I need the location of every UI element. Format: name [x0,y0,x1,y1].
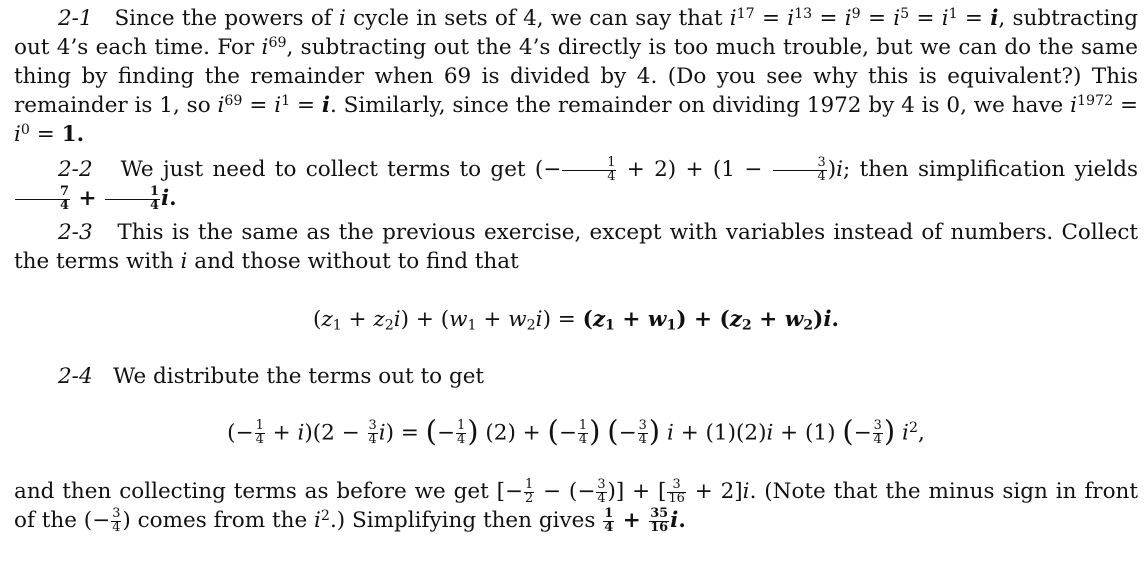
equation-sum: $(z_1 + z_2i) + (w_1 + w_2i) = (z_1 + w_1) + (z_2 + w_2)i$. [312,307,840,334]
answer-i: i [321,93,330,118]
answer-i: i [670,508,679,534]
var-i: i [787,6,795,31]
exponent: 17 [736,5,755,22]
text: . (Note that the minus sign in front of the (− [14,479,1138,534]
text: This is the same as the previous exercise, except with variables instead of numbers. Collect the terms with [14,220,1139,274]
solution-2-4 [14,362,1138,391]
equals: = [957,6,991,31]
text: + 2] [686,479,743,505]
text: )] + [ [607,479,667,505]
text: and those without to find that [187,249,519,274]
period: . [169,186,177,211]
text: .) Simplifying then gives [329,508,603,534]
text: ) comes from the [122,508,315,534]
answer-i: i [160,186,170,211]
equals: = [812,6,845,31]
solution-2-1 [14,4,1138,149]
exponent: 5 [900,5,910,22]
var-i: i [941,6,949,31]
exponent: 9 [851,5,861,22]
equals: = [242,93,275,118]
answer-1: 1 [61,122,77,147]
exponent: 0 [20,121,30,138]
var-i: i [1070,93,1078,118]
text: ) [827,157,837,182]
text: ; then simplification yields [843,157,1139,182]
exercise-number: 2-1 [58,6,93,31]
var-i: i [844,6,852,31]
var-i: i [729,6,737,31]
text: − (− [535,479,596,505]
plus: + [70,186,104,211]
var-i: i [261,35,269,60]
equals: = [754,6,788,31]
var-i: i [893,6,901,31]
var-i: i [338,6,346,31]
exponent: 1 [948,5,958,22]
fraction: $\frac{7}{4}$ [15,186,70,213]
text: We just need to collect terms to get (− [120,157,562,182]
exercise-number: 2-4 [58,364,93,389]
text: and then collecting terms as before we get [− [14,479,523,505]
equals: = [1113,93,1138,118]
fraction: $\frac{1}{4}$ [105,186,160,213]
solution-2-3 [14,218,1138,276]
text: Since the powers of [114,6,339,31]
var-i: i [14,122,21,147]
exercise-number: 2-2 [58,157,93,182]
exponent: 13 [794,5,813,22]
exponent: 69 [268,34,287,51]
fraction: $\frac{3}{4}$ [773,157,827,184]
equals: = [909,6,942,31]
var-i: i [217,93,225,118]
exponent: 1 [281,92,291,109]
equals: = [290,93,322,118]
answer-i: i [990,6,999,31]
fraction: $\frac{1}{4}$ [562,157,616,184]
text: , subtracting out 4’s each time. For [14,6,1139,60]
equals: = [860,6,894,31]
equation-distribute: (− $\frac{1}{4}$ + i)(2 − $\frac{3}{4}$ i) = (− $\frac{1}{4}$ ) (2) + (− $\frac{1}{4}$ ) (− $\frac{3}{4}$ ) i + (1)(2)i + (1) (− $\frac{3}{4}$ ) $i^2$, [227,414,925,448]
equals: = [29,122,62,147]
period: . [76,122,85,147]
text: We distribute the terms out to get [113,364,485,389]
text: + 2) + (1 − [617,157,772,182]
var-i: i [836,157,844,182]
text: cycle in sets of 4, we can say that [345,6,730,31]
text: . Similarly, since the remainder on dividing 1972 by 4 is 0, we have [330,93,1071,118]
text: , subtracting out the 4’s directly is too much trouble, but we can do the same thing by finding the remainder when 69 is divided by 4. (Do you see why this is equivalent?) This remainder is 1, so [14,35,1138,118]
var-i: i [180,249,188,274]
solution-2-4-continued: and then collecting terms as before we get [− $\frac{1}{2}$ − (− $\frac{3}{4}$ )] + [ $\frac{3}{16}$ + 2]i. (Note that the minus sign in front of the (− $\frac{3}{4}$ ) comes from the $i^2$.) Simplifying then gives $\frac{1}{4}$ + $\frac{35}{16}$ i. [14,476,1138,535]
exponent: 69 [224,92,243,109]
exponent: 1972 [1077,92,1114,109]
var-i: i [274,93,282,118]
solution-2-2 [14,155,1138,213]
exercise-number: 2-3 [58,220,93,245]
